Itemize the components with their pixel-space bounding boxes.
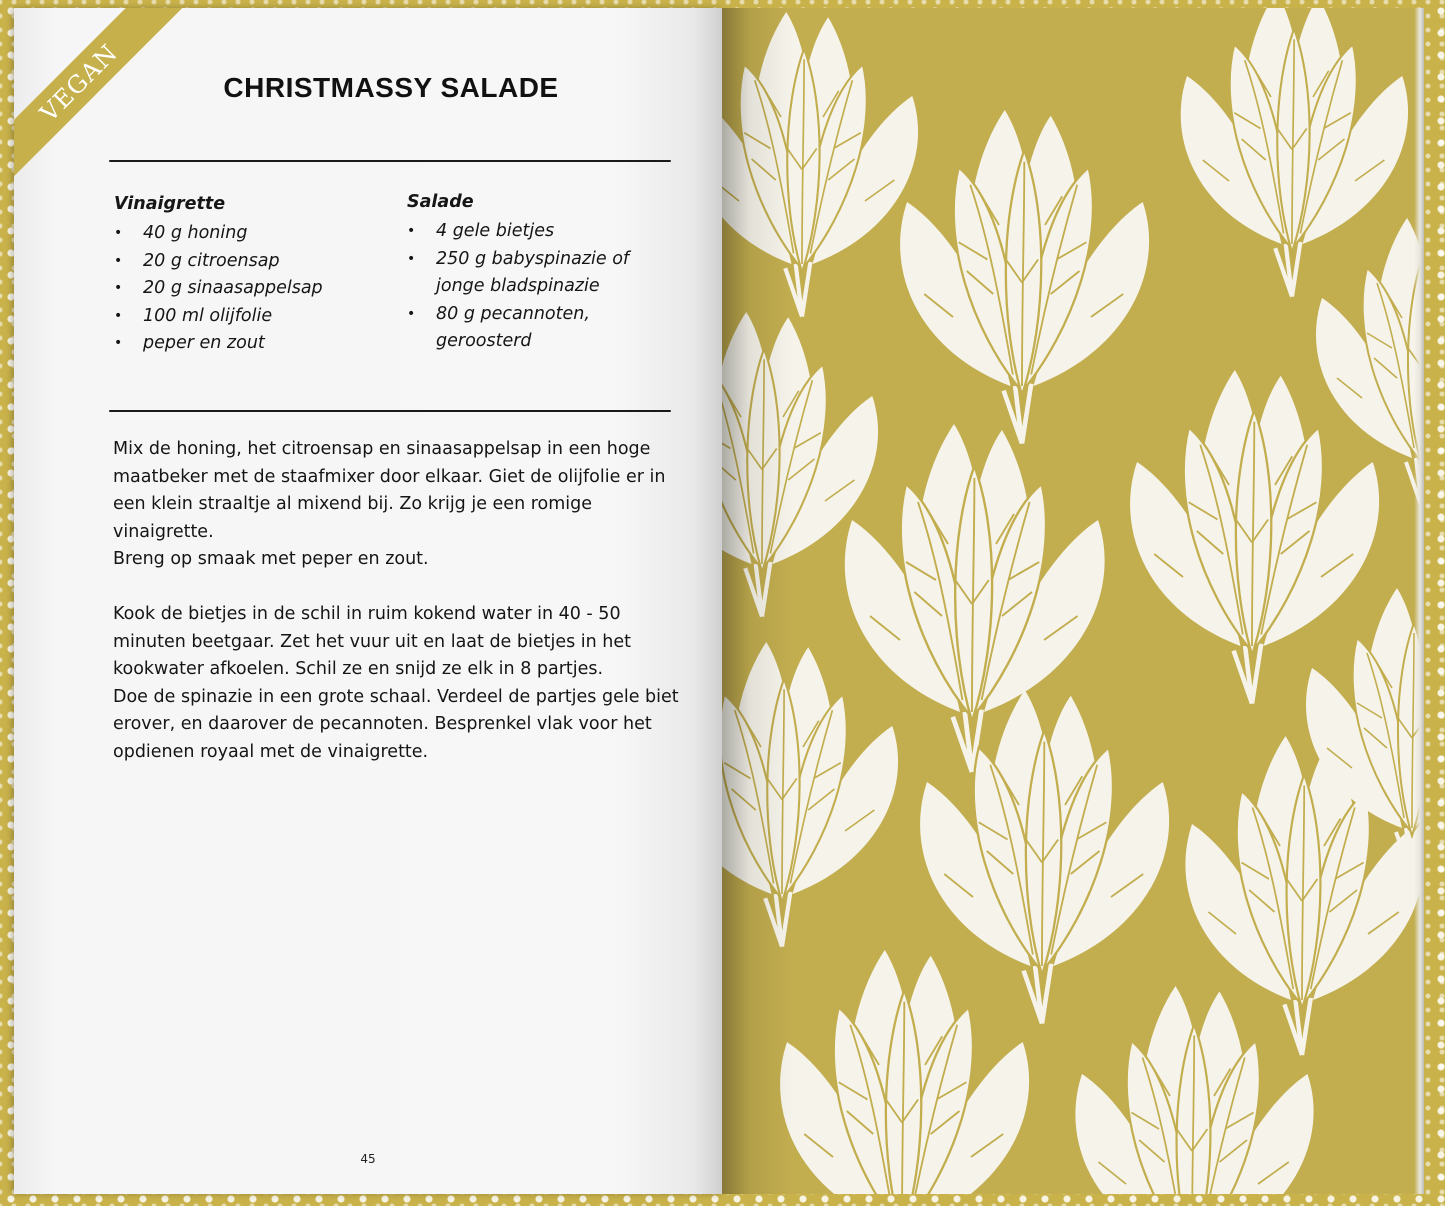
ingredients-heading: Vinaigrette (114, 194, 226, 214)
vegan-badge: VEGAN (14, 8, 189, 193)
ingredient-item: • 4 gele bietjes (407, 218, 677, 246)
page-number: 45 (360, 1152, 376, 1166)
recipe-title: CHRISTMASSY SALADE (223, 72, 559, 103)
open-book (14, 8, 1424, 1194)
page-edge (1414, 8, 1424, 1194)
ingredient-item: • 20 g citroensap (114, 248, 384, 276)
spinach-leaf-pattern (722, 8, 1424, 1194)
gutter-shadow (722, 8, 792, 1194)
method-paragraph: Doe de spinazie in een grote schaal. Verdeel de partjes gele biet erover, en daarover de pecannoten. Besprenkel vlak voor het opdienen royaal met de vinaigrette. (113, 686, 679, 762)
ingredients-vinaigrette (114, 192, 384, 358)
ingredient-list (407, 218, 677, 356)
divider-top (109, 160, 671, 162)
ingredient-item: • 250 g babyspinazie of jonge bladspinazie (407, 246, 677, 301)
ingredient-item: • 20 g sinaasappelsap (114, 275, 384, 303)
ingredients-salade (407, 190, 677, 356)
method-paragraph: Kook de bietjes in de schil in ruim kokend water in 40 - 50 minuten beetgaar. Zet het vuur uit en laat de bietjes in het kookwater afkoelen. Schil ze en snijd ze elk in 8 partjes. (113, 604, 632, 679)
ingredient-item: • peper en zout (114, 330, 384, 358)
ingredient-item: • 80 g pecannoten, geroosterd (407, 301, 677, 356)
recipe-method (113, 436, 683, 766)
divider-bottom (109, 410, 671, 412)
ingredient-item: • 40 g honing (114, 220, 384, 248)
ingredients-heading: Salade (407, 192, 474, 212)
method-paragraph: Breng op smaak met peper en zout. (113, 549, 429, 569)
ingredient-item: • 100 ml olijfolie (114, 303, 384, 331)
recipe-page (14, 8, 722, 1194)
ingredient-list (114, 220, 384, 358)
method-paragraph: Mix de honing, het citroensap en sinaasappelsap in een hoge maatbeker met de staafmixer door elkaar. Giet de olijfolie er in een klein straaltje al mixend bij. Zo krijg je een romige vinaigrette. (113, 439, 666, 542)
illustration-page (722, 8, 1424, 1194)
